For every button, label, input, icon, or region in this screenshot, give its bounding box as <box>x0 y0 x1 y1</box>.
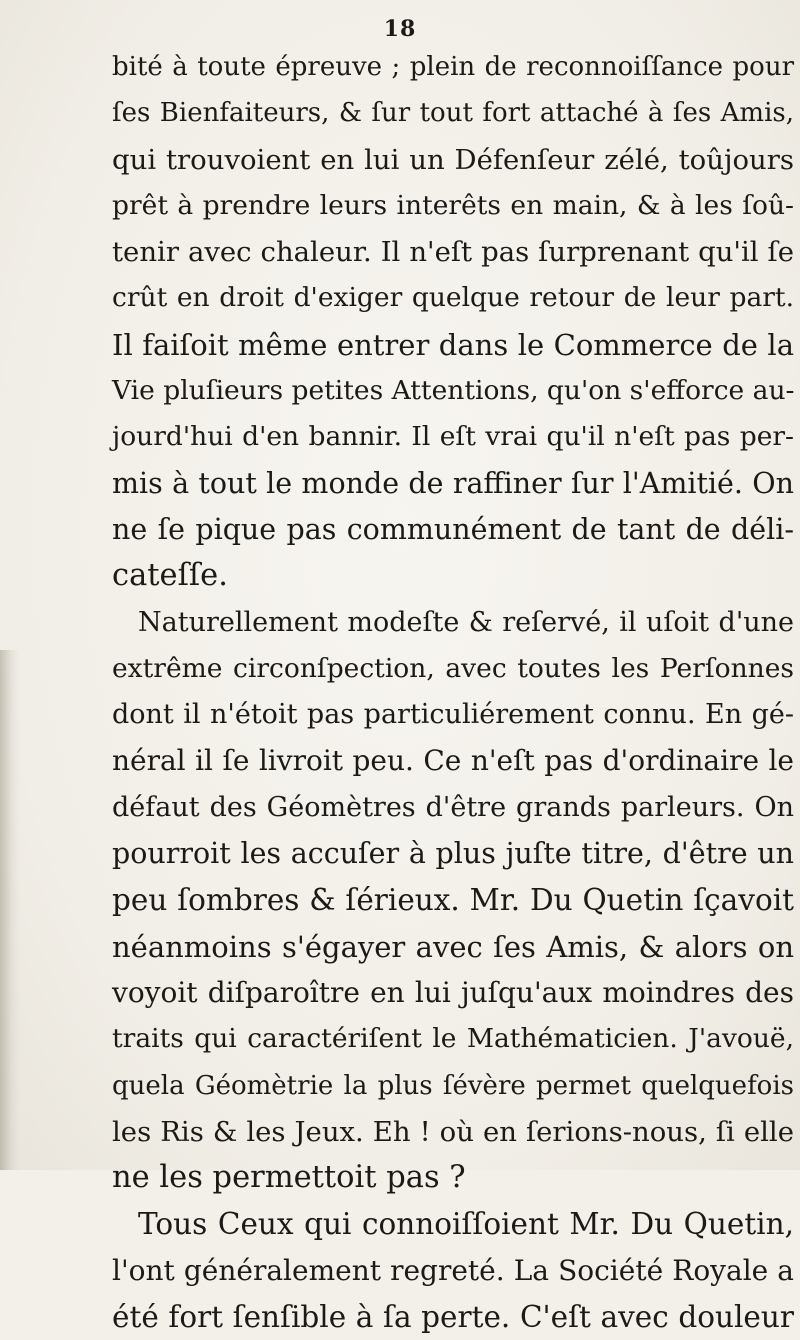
text-line: quela Géomètrie la plus ſévère permet quelquefois <box>112 1070 794 1101</box>
text-line: crût en droit d'exiger quelque retour de leur part. <box>112 282 794 314</box>
text-line: mis à tout le monde de raffiner ſur l'Amitié. On <box>112 466 794 500</box>
text-line: jourd'hui d'en bannir. Il eſt vrai qu'il n'eſt pas per- <box>112 421 794 453</box>
text-line: Vie pluſieurs petites Attentions, qu'on s'efforce au- <box>112 375 795 407</box>
text-line: traits qui caractériſent le Mathématicien. J'avouë, <box>112 1023 794 1055</box>
text-line: été fort ſenſible à ſa perte. C'eſt avec douleur <box>112 1300 794 1335</box>
text-line: néanmoins s'égayer avec ſes Amis, & alors on <box>112 929 794 964</box>
text-line: cateſſe. <box>112 558 228 594</box>
text-line: Naturellement modeſte & reſervé, il uſoit d'une <box>138 606 794 638</box>
text-line: l'ont généralement regreté. La Société Royale a <box>112 1253 794 1287</box>
text-line: extrême circonſpection, avec toutes les Perſonnes <box>112 652 794 684</box>
text-line: ne les permettoit pas ? <box>112 1160 466 1196</box>
text-line: ſes Bienfaiteurs, & ſur tout fort attaché à ſes Amis, <box>112 98 794 129</box>
text-line: Tous Ceux qui connoiſſoient Mr. Du Quetin, <box>138 1207 794 1242</box>
text-line: Il faiſoit même entrer dans le Commerce de la <box>112 327 794 362</box>
text-line: prêt à prendre leurs interêts en main, & à les ſoû- <box>112 189 794 221</box>
text-line: bité à toute épreuve ; plein de reconnoiſſance pour <box>112 52 794 82</box>
text-line: qui trouvoient en lui un Défenſeur zélé, toûjours <box>112 143 794 176</box>
text-line: défaut des Géomètres d'être grands parleurs. On <box>112 791 794 823</box>
text-line: voyoit diſparoître en lui juſqu'aux moindres des <box>112 975 794 1009</box>
page-number: 18 <box>383 16 417 42</box>
text-line: peu ſombres & ſérieux. Mr. Du Quetin ſçavoit <box>112 883 794 918</box>
text-line: tenir avec chaleur. Il n'eſt pas ſurprenant qu'il ſe <box>112 236 794 269</box>
text-line: ne ſe pique pas communément de tant de déli- <box>112 512 794 546</box>
text-line: néral il ſe livroit peu. Ce n'eſt pas d'ordinaire le <box>112 744 794 778</box>
body-text <box>112 44 794 1340</box>
binding-edge <box>0 650 20 1170</box>
text-line: pourroit les accuſer à plus juſte titre, d'être un <box>112 837 794 871</box>
text-line: dont il n'étoit pas particuliérement connu. En gé- <box>112 699 794 731</box>
text-line: les Ris & les Jeux. Eh ! où en ſerions-nous, ſi elle <box>112 1115 794 1148</box>
